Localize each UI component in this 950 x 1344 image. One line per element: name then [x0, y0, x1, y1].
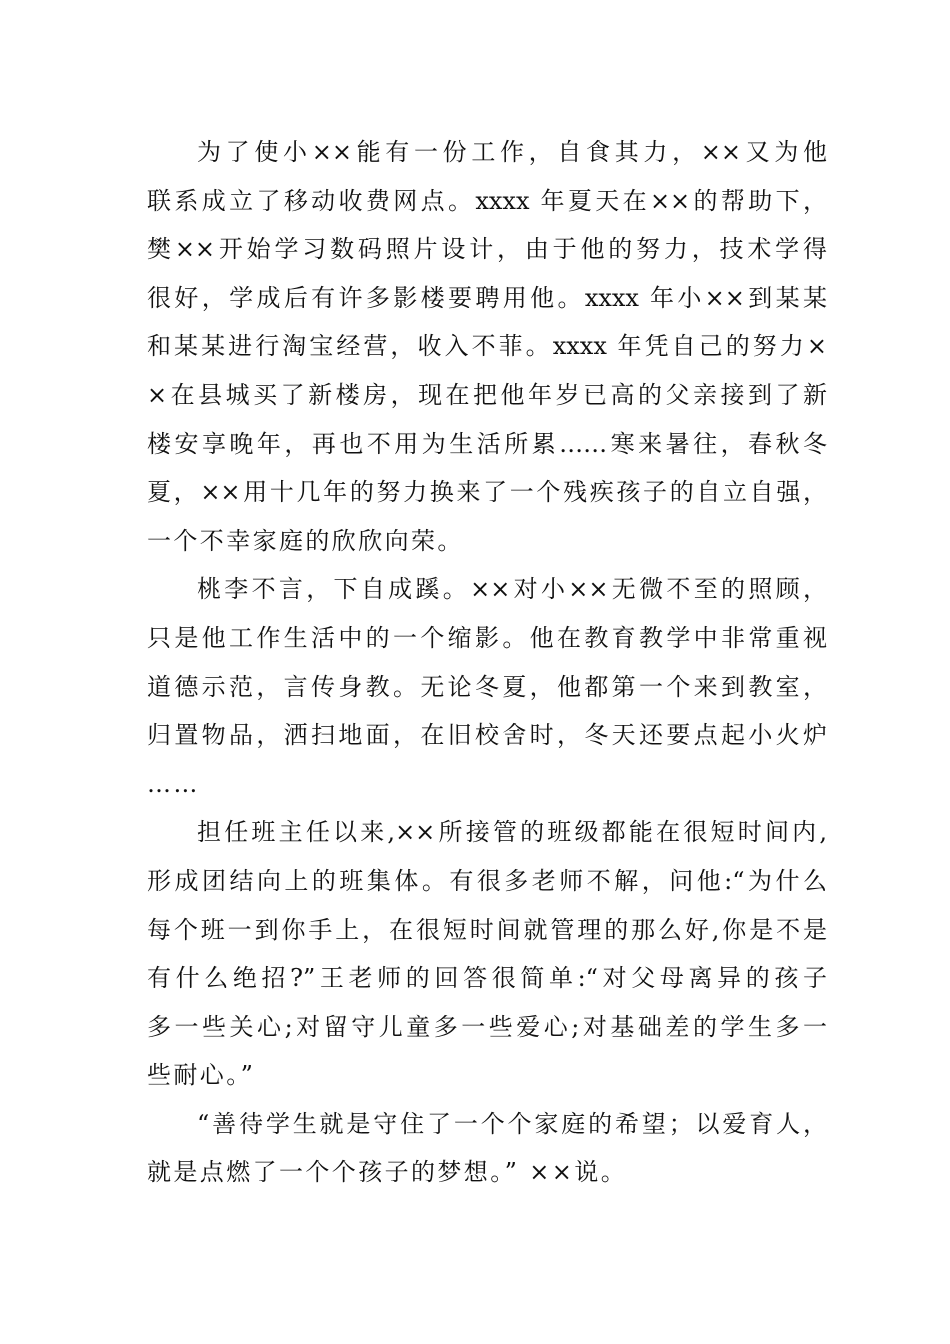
paragraph-2: [147, 565, 827, 808]
text-line: 为了使小××能有一份工作，自食其力，××又为他: [197, 138, 827, 166]
text-line: 形成团结向上的班集体。有很多老师不解，问他:“为什么: [147, 866, 827, 895]
text-line: 樊××开始学习数码照片设计，由于他的努力，技术学得: [147, 235, 827, 264]
text-line: 担任班主任以来,××所接管的班级都能在很短时间内,: [197, 818, 827, 847]
text-line: 夏，××用十几年的努力换来了一个残疾孩子的自立自强，: [147, 478, 827, 507]
text-line: 联系成立了移动收费网点。xxxx 年夏天在××的帮助下，: [147, 186, 827, 215]
text-line: 桃李不言，下自成蹊。××对小××无微不至的照顾，: [197, 575, 827, 604]
text-line: 很好，学成后有许多影楼要聘用他。xxxx 年小××到某某: [147, 283, 827, 312]
text-line: 多一些关心;对留守儿童多一些爱心;对基础差的学生多一: [147, 1012, 827, 1041]
paragraph-4: [147, 1100, 827, 1197]
body-text: [147, 128, 827, 1197]
text-line: 每个班一到你手上，在很短时间就管理的那么好,你是不是: [147, 915, 827, 944]
text-line: 有什么绝招?”王老师的回答很简单:“对父母离异的孩子: [147, 964, 827, 993]
paragraph-3: [147, 808, 827, 1100]
paragraph-1: [147, 128, 827, 565]
text-line: ×在县城买了新楼房，现在把他年岁已高的父亲接到了新: [147, 380, 827, 409]
text-line: 归置物品，洒扫地面，在旧校舍时，冬天还要点起小火炉: [147, 721, 827, 750]
text-line: 一个不幸家庭的欣欣向荣。: [147, 526, 464, 555]
text-line: 和某某进行淘宝经营，收入不菲。xxxx 年凭自己的努力×: [147, 332, 827, 361]
text-line: 些耐心。”: [147, 1061, 256, 1090]
text-line: 只是他工作生活中的一个缩影。他在教育教学中非常重视: [147, 623, 827, 652]
text-line: 楼安享晚年，再也不用为生活所累……寒来暑往，春秋冬: [147, 429, 827, 458]
text-line: 道德示范，言传身教。无论冬夏，他都第一个来到教室，: [147, 672, 827, 701]
text-line: ……: [147, 769, 200, 798]
text-line: 就是点燃了一个个孩子的梦想。” ××说。: [147, 1158, 628, 1187]
text-line: “善待学生就是守住了一个个家庭的希望；以爱育人，: [197, 1109, 827, 1138]
